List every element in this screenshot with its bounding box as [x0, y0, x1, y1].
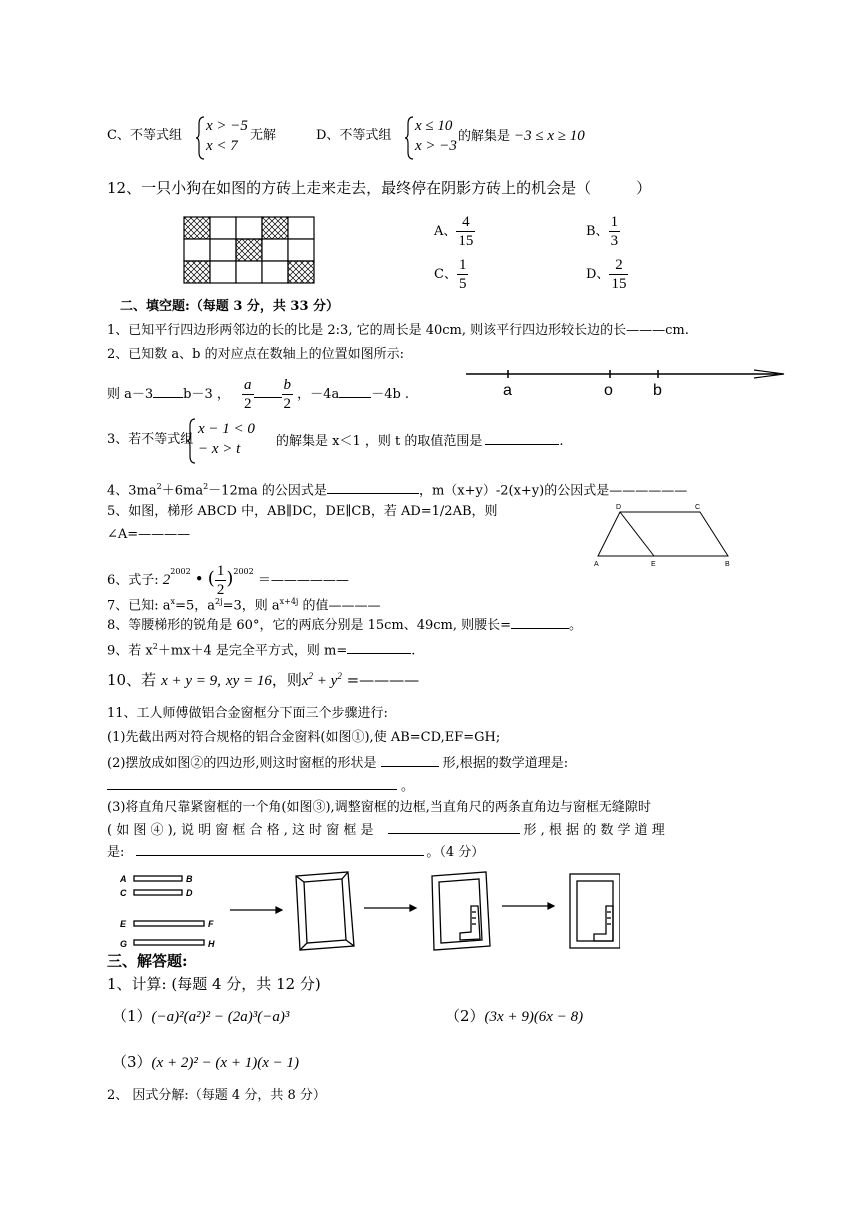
fill-11-step-1: (1)先截出两对符合规格的铝合金窗料(如图①),使 AB=CD,EF=GH;	[107, 730, 501, 745]
svg-text:H: H	[208, 939, 215, 949]
svg-text:A: A	[120, 874, 127, 884]
tile	[262, 261, 288, 283]
tile	[210, 239, 236, 261]
fill-11-step-3: (3)将直角尺靠紧窗框的一个角(如图③),调整窗框的边框,当直角尺的两条直角边与窗框无缝隙时	[107, 800, 651, 815]
vertex-a-label: A	[594, 561, 599, 568]
section-3-title: 三、解答题:	[107, 952, 188, 970]
shaded-tile	[262, 217, 288, 239]
question-12: 12、一只小狗在如图的方砖上走来走去，最终停在阴影方砖上的机会是（ ）	[107, 179, 652, 197]
option-d-tail: 的解集是 −3 ≤ x ≥ 10	[458, 128, 585, 144]
option-c-tail: 无解	[250, 128, 277, 143]
fill-6: 6、式子: $2^{2002}$ • ( $\frac{1}{2}$ )$^{2002}$ ＝——————	[107, 563, 349, 598]
section-2-title: 二、填空题:（每题 3 分，共 33 分）	[120, 299, 340, 314]
trapezoid-figure	[592, 498, 734, 570]
fill-3-post: 的解集是 x＜1 ，则 t 的取值范围是 .	[276, 434, 564, 449]
fill-11-step-2: (2)摆放成如图②的四边形,则这时窗框的形状是 形,根据的数学道理是:	[107, 756, 569, 771]
svg-text:F: F	[208, 919, 214, 929]
option-label: B、	[586, 224, 609, 239]
answer-1: 1、计算: (每题 4 分，共 12 分)	[107, 975, 321, 993]
fill-1: 1、已知平行四边形两邻边的长的比是 2:3, 它的周长是 40cm, 则该平行四边形较长边的长———cm.	[107, 323, 689, 338]
tile	[288, 239, 314, 261]
svg-text:G: G	[120, 939, 128, 949]
option-b[interactable]	[586, 212, 620, 252]
option-d-label: D、不等式组	[316, 128, 392, 143]
fill-11-step-3c: 是: 。（4 分）	[107, 845, 485, 860]
answer-1-2: （2）(3x + 9)(6x − 8)	[445, 1007, 584, 1025]
brace-icon	[196, 116, 206, 160]
shaded-tile	[236, 239, 262, 261]
svg-text:B: B	[186, 874, 193, 884]
answer-1-1: （1）(−a)²(a²)² − (2a)³(−a)³	[112, 1007, 290, 1025]
option-label: D、	[586, 267, 610, 282]
fill-7: 7、已知: $a^x=5$，$a^{2j}=3$，则 $a^{x+4j}$ 的值————	[107, 597, 381, 614]
fill-11: 11、工人师傅做铝合金窗框分下面三个步骤进行:	[107, 706, 388, 721]
vertex-c-label: C	[695, 504, 701, 511]
tile	[236, 217, 262, 239]
svg-text:E: E	[120, 919, 127, 929]
answer-2: 2、 因式分解:（每题 4 分，共 8 分）	[107, 1088, 326, 1103]
option-a[interactable]	[434, 212, 475, 252]
tile	[210, 261, 236, 283]
option-c[interactable]	[434, 255, 468, 295]
svg-text:C: C	[120, 888, 127, 898]
option-fraction: $\frac{1}{3}$	[610, 214, 619, 249]
option-fraction: $\frac{4}{15}$	[458, 214, 474, 249]
fraction-b-half: $\frac{b}{2}$	[283, 377, 292, 412]
fill-2: 2、已知数 a、b 的对应点在数轴上的位置如图所示:	[107, 347, 404, 362]
fill-8: 8、等腰梯形的锐角是 60°，它的两底分别是 15cm、49cm, 则腰长= 。	[107, 618, 583, 633]
brace-icon	[187, 418, 197, 464]
option-label: A、	[434, 224, 457, 239]
arrow-icon	[230, 903, 554, 913]
fill-3-system: x − 1 < 0 − x > t	[198, 421, 255, 457]
rectangle-frame-with-square	[570, 874, 620, 948]
option-fraction: $\frac{2}{15}$	[611, 257, 627, 292]
fill-11-step-3b: ( 如 图 ④ ), 说 明 窗 框 合 格 , 这 时 窗 框 是 形 , 根 据 的 数 学 道 理	[107, 823, 665, 838]
fill-4: 4、$3ma^2+6ma^2-12ma$ 的公因式是 ，m（x+y）-2(x+y)的公因式是——————	[107, 482, 688, 499]
fill-3-pre: 3、若不等式组	[107, 432, 194, 447]
parallelogram-frame	[296, 872, 354, 950]
fraction-a-half: $\frac{a}{2}$	[244, 377, 252, 412]
tile-grid	[182, 215, 318, 287]
tile	[236, 261, 262, 283]
option-c-label: C、不等式组	[107, 128, 182, 143]
brace-icon	[405, 116, 415, 160]
option-d-system: x ≤ 10 x > −3	[415, 118, 457, 154]
option-fraction: $\frac{1}{5}$	[458, 257, 467, 292]
tile	[210, 217, 236, 239]
vertex-b-label: B	[725, 561, 730, 568]
fill-9: 9、若 $x^2+mx+4$ 是完全平方式，则 m= .	[107, 642, 416, 659]
answer-1-3: （3）(x + 2)² − (x + 1)(x − 1)	[112, 1053, 299, 1071]
tile	[262, 239, 288, 261]
fill-10: 10、若 x + y = 9, xy = 16，则$x^2 + y^2$ =————	[107, 671, 420, 689]
fill-5: 5、如图，梯形 ABCD 中，AB∥DC，DE∥CB，若 AD=1/2AB，则	[107, 504, 498, 519]
option-d[interactable]	[586, 255, 628, 295]
shaded-tile	[184, 217, 210, 239]
vertex-d-label: D	[616, 504, 622, 511]
option-c-system: x > −5 x < 7	[206, 118, 248, 154]
fill-5-answer: ∠A=————	[107, 527, 191, 542]
numline-a-label: a	[503, 382, 512, 399]
fraction-one-half: $\frac{1}{2}$	[216, 563, 225, 598]
tile	[184, 239, 210, 261]
shaded-tile	[288, 261, 314, 283]
aluminum-bars	[119, 874, 215, 949]
frame-with-square	[432, 872, 490, 950]
window-frame-figures	[110, 862, 620, 956]
tile	[288, 217, 314, 239]
fill-2-comparisons: 则 a－3 b－3 ， $\frac{a}{2}$ $\frac{b}{2}$ ，－4a －4b .	[107, 377, 410, 412]
svg-text:D: D	[186, 888, 193, 898]
numline-b-label: b	[653, 382, 662, 399]
fill-11-step-2-blank: 。	[107, 777, 414, 795]
option-label: C、	[434, 267, 457, 282]
shaded-tile	[184, 261, 210, 283]
number-line	[462, 364, 792, 400]
numline-o-label: o	[604, 382, 613, 399]
vertex-e-label: E	[651, 561, 656, 568]
